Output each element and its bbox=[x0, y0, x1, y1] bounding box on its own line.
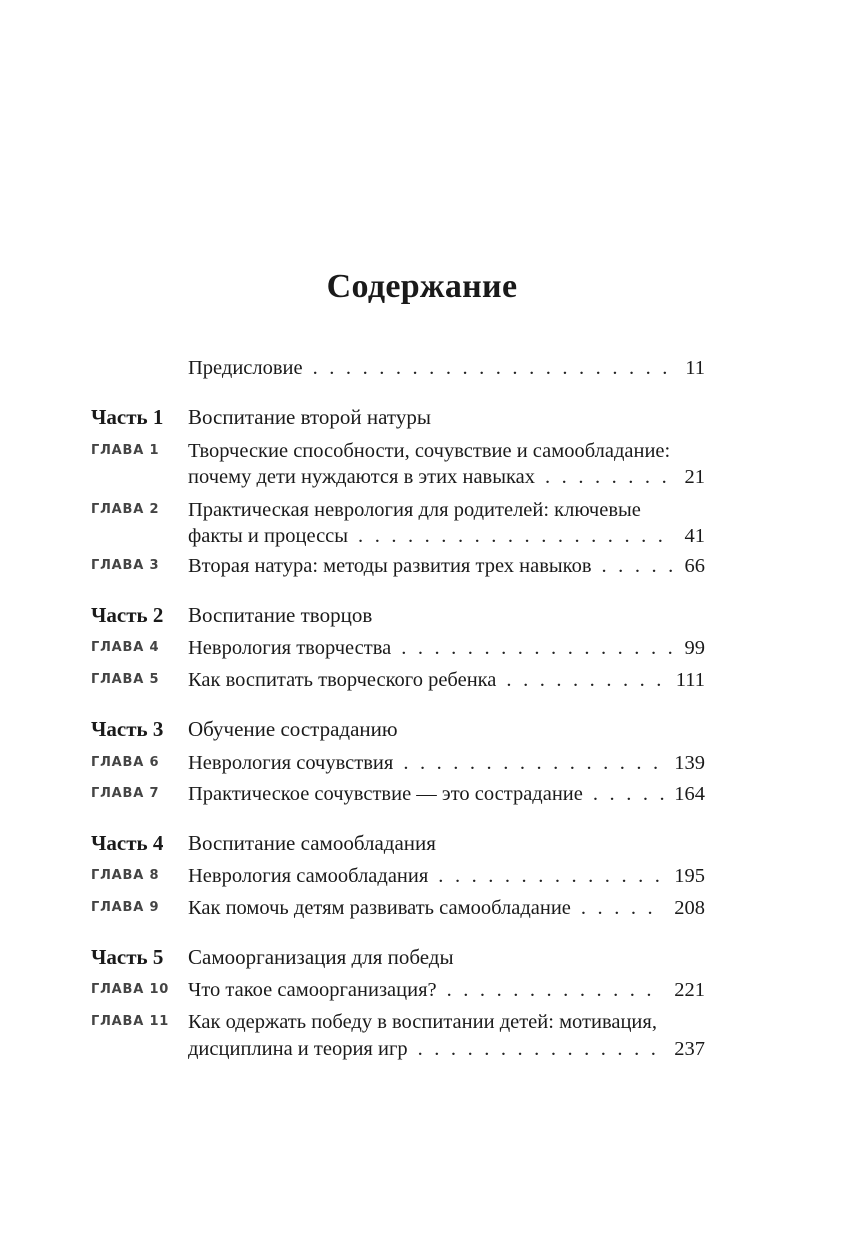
chapter-label: ГЛАВА 3 bbox=[91, 558, 160, 573]
toc-entry-line bbox=[188, 976, 705, 1004]
leader-dots bbox=[602, 552, 675, 580]
toc-entry-text: Как помочь детям развивать самообладание bbox=[188, 897, 571, 919]
page-number: 164 bbox=[674, 783, 705, 805]
toc-entry-text: Творческие способности, сочувствие и самообладание: bbox=[188, 440, 671, 462]
page-number: 237 bbox=[674, 1038, 705, 1060]
page-number: 66 bbox=[684, 555, 705, 577]
leader-dots bbox=[438, 862, 664, 890]
chapter-label: ГЛАВА 5 bbox=[91, 672, 160, 687]
toc-entry-text: Практическая неврология для родителей: ключевые bbox=[188, 499, 641, 521]
toc-entry-line bbox=[188, 666, 705, 694]
page-number: 195 bbox=[674, 865, 705, 887]
page-number: 41 bbox=[684, 525, 705, 547]
page-number: 139 bbox=[674, 752, 705, 774]
leader-dots bbox=[403, 749, 664, 777]
toc-entry-text: Как воспитать творческого ребенка bbox=[188, 669, 497, 691]
page-number: 21 bbox=[684, 466, 705, 488]
toc-entry-line bbox=[188, 780, 705, 808]
toc-entry-text: почему дети нуждаются в этих навыках bbox=[188, 466, 536, 488]
toc-entry-line bbox=[188, 749, 705, 777]
chapter-label: ГЛАВА 8 bbox=[91, 868, 160, 883]
chapter-label: ГЛАВА 2 bbox=[91, 502, 160, 517]
leader-dots bbox=[401, 634, 674, 662]
leader-dots bbox=[447, 976, 665, 1004]
chapter-label: ГЛАВА 9 bbox=[91, 900, 160, 915]
toc-entry-label: Предисловие bbox=[188, 357, 303, 379]
toc-entry-line bbox=[188, 463, 705, 491]
chapter-label: ГЛАВА 4 bbox=[91, 640, 160, 655]
toc-entry-line bbox=[188, 634, 705, 662]
toc-entry-text: Неврология творчества bbox=[188, 637, 392, 659]
leader-dots bbox=[418, 1035, 665, 1063]
leader-dots bbox=[358, 522, 674, 550]
part-label: Часть 4 bbox=[91, 831, 164, 855]
toc-entry-text: Как одержать победу в воспитании детей: мотивация, bbox=[188, 1011, 657, 1033]
part-label: Часть 5 bbox=[91, 945, 164, 969]
toc-entry-line bbox=[188, 522, 705, 550]
toc-entry-text: Что такое самоорганизация? bbox=[188, 979, 437, 1001]
toc-entry-text: факты и процессы bbox=[188, 525, 349, 547]
chapter-label: ГЛАВА 1 bbox=[91, 443, 160, 458]
part-title: Обучение состраданию bbox=[188, 717, 398, 741]
leader-dots bbox=[545, 463, 674, 491]
part-label: Часть 3 bbox=[91, 717, 164, 741]
leader-dots bbox=[313, 354, 676, 382]
toc-entry-line bbox=[188, 1008, 705, 1036]
page-number: 111 bbox=[675, 669, 705, 691]
toc-entry-line bbox=[188, 437, 705, 465]
leader-dots bbox=[506, 666, 665, 694]
toc-entry-text: Неврология сочувствия bbox=[188, 752, 394, 774]
toc-entry-line bbox=[188, 894, 705, 922]
page-number: 208 bbox=[674, 897, 705, 919]
chapter-label: ГЛАВА 7 bbox=[91, 786, 160, 801]
toc-entry-text: Вторая натура: методы развития трех навыков bbox=[188, 555, 592, 577]
toc-entry-line bbox=[188, 1035, 705, 1063]
leader-dots bbox=[593, 780, 664, 808]
toc-entry-preface bbox=[188, 354, 705, 382]
part-label: Часть 2 bbox=[91, 603, 164, 627]
toc-entry-line bbox=[188, 552, 705, 580]
part-title: Воспитание творцов bbox=[188, 603, 373, 627]
leader-dots bbox=[581, 894, 664, 922]
page-number: 11 bbox=[685, 357, 705, 379]
toc-entry-text: Практическое сочувствие — это сострадание bbox=[188, 783, 583, 805]
toc-entry-line bbox=[188, 862, 705, 890]
chapter-label: ГЛАВА 11 bbox=[91, 1014, 170, 1029]
toc-entry-line bbox=[188, 496, 705, 524]
page-number: 221 bbox=[674, 979, 705, 1001]
part-title: Воспитание самообладания bbox=[188, 831, 436, 855]
toc-entry-text: Неврология самообладания bbox=[188, 865, 429, 887]
part-title: Самоорганизация для победы bbox=[188, 945, 454, 969]
part-label: Часть 1 bbox=[91, 405, 164, 429]
page-title: Содержание bbox=[326, 268, 518, 305]
chapter-label: ГЛАВА 10 bbox=[91, 982, 170, 997]
page-number: 99 bbox=[684, 637, 705, 659]
toc-entry-text: дисциплина и теория игр bbox=[188, 1038, 408, 1060]
chapter-label: ГЛАВА 6 bbox=[91, 755, 160, 770]
part-title: Воспитание второй натуры bbox=[188, 405, 431, 429]
